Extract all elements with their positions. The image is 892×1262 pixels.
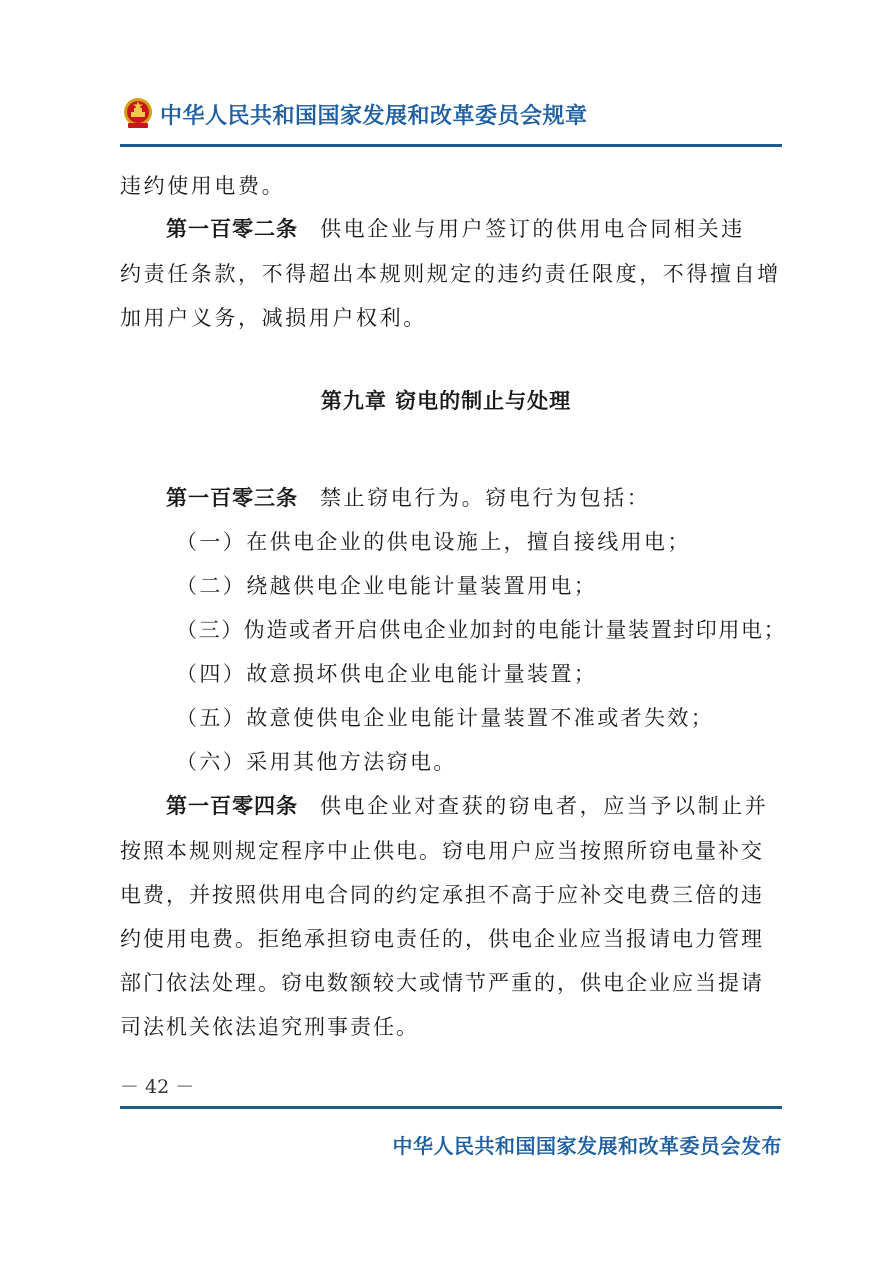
page-header (120, 94, 782, 140)
page-number: － 42 － (120, 1076, 195, 1098)
article-104-line: 司法机关依法追究刑事责任。 (120, 1015, 419, 1039)
article-103-item: （五）故意使供电企业电能计量装置不准或者失效； (176, 706, 715, 730)
article-103-item: （六）采用其他方法窃电。 (176, 750, 457, 774)
article-102-text: 供电企业与用户签订的供用电合同相关违 (320, 217, 745, 241)
article-104-line: 部门依法处理。窃电数额较大或情节严重的，供电企业应当提请 (120, 971, 764, 995)
article-103-item: （四）故意损坏供电企业电能计量装置； (176, 662, 598, 686)
article-102-line: 加用户义务，减损用户权利。 (120, 306, 427, 330)
article-102-heading: 第一百零二条 (166, 217, 298, 241)
article-103-intro: 禁止窃电行为。窃电行为包括： (320, 486, 651, 510)
article-103-item: （二）绕越供电企业电能计量装置用电； (176, 574, 598, 598)
chapter-heading: 第九章 窃电的制止与处理 (320, 389, 572, 413)
article-103-heading: 第一百零三条 (166, 486, 298, 510)
article-103-item: （一）在供电企业的供电设施上，擅自接线用电； (176, 530, 691, 554)
article-104-line: 约使用电费。拒绝承担窃电责任的，供电企业应当报请电力管理 (120, 927, 764, 951)
article-104-line: 电费，并按照供用电合同的约定承担不高于应补交电费三倍的违 (120, 883, 764, 907)
article-102-first-line (166, 213, 745, 243)
article-104-heading: 第一百零四条 (166, 794, 298, 818)
article-102-line: 约责任条款，不得超出本规则规定的违约责任限度，不得擅自增 (120, 262, 781, 286)
article-104-first-line (166, 790, 768, 820)
article-104-line: 按照本规则规定程序中止供电。窃电用户应当按照所窃电量补交 (120, 839, 764, 863)
body-line: 违约使用电费。 (120, 174, 286, 198)
footer-divider (120, 1106, 782, 1109)
article-103-item: （三）伪造或者开启供电企业加封的电能计量装置封印用电； (176, 618, 787, 642)
article-103-first-line (166, 482, 650, 512)
footer-publisher: 中华人民共和国国家发展和改革委员会发布 (392, 1134, 782, 1158)
national-emblem-icon (122, 96, 154, 130)
header-title: 中华人民共和国国家发展和改革委员会规章 (160, 104, 588, 129)
article-104-text: 供电企业对查获的窃电者，应当予以制止并 (320, 794, 769, 818)
header-divider (120, 144, 782, 147)
